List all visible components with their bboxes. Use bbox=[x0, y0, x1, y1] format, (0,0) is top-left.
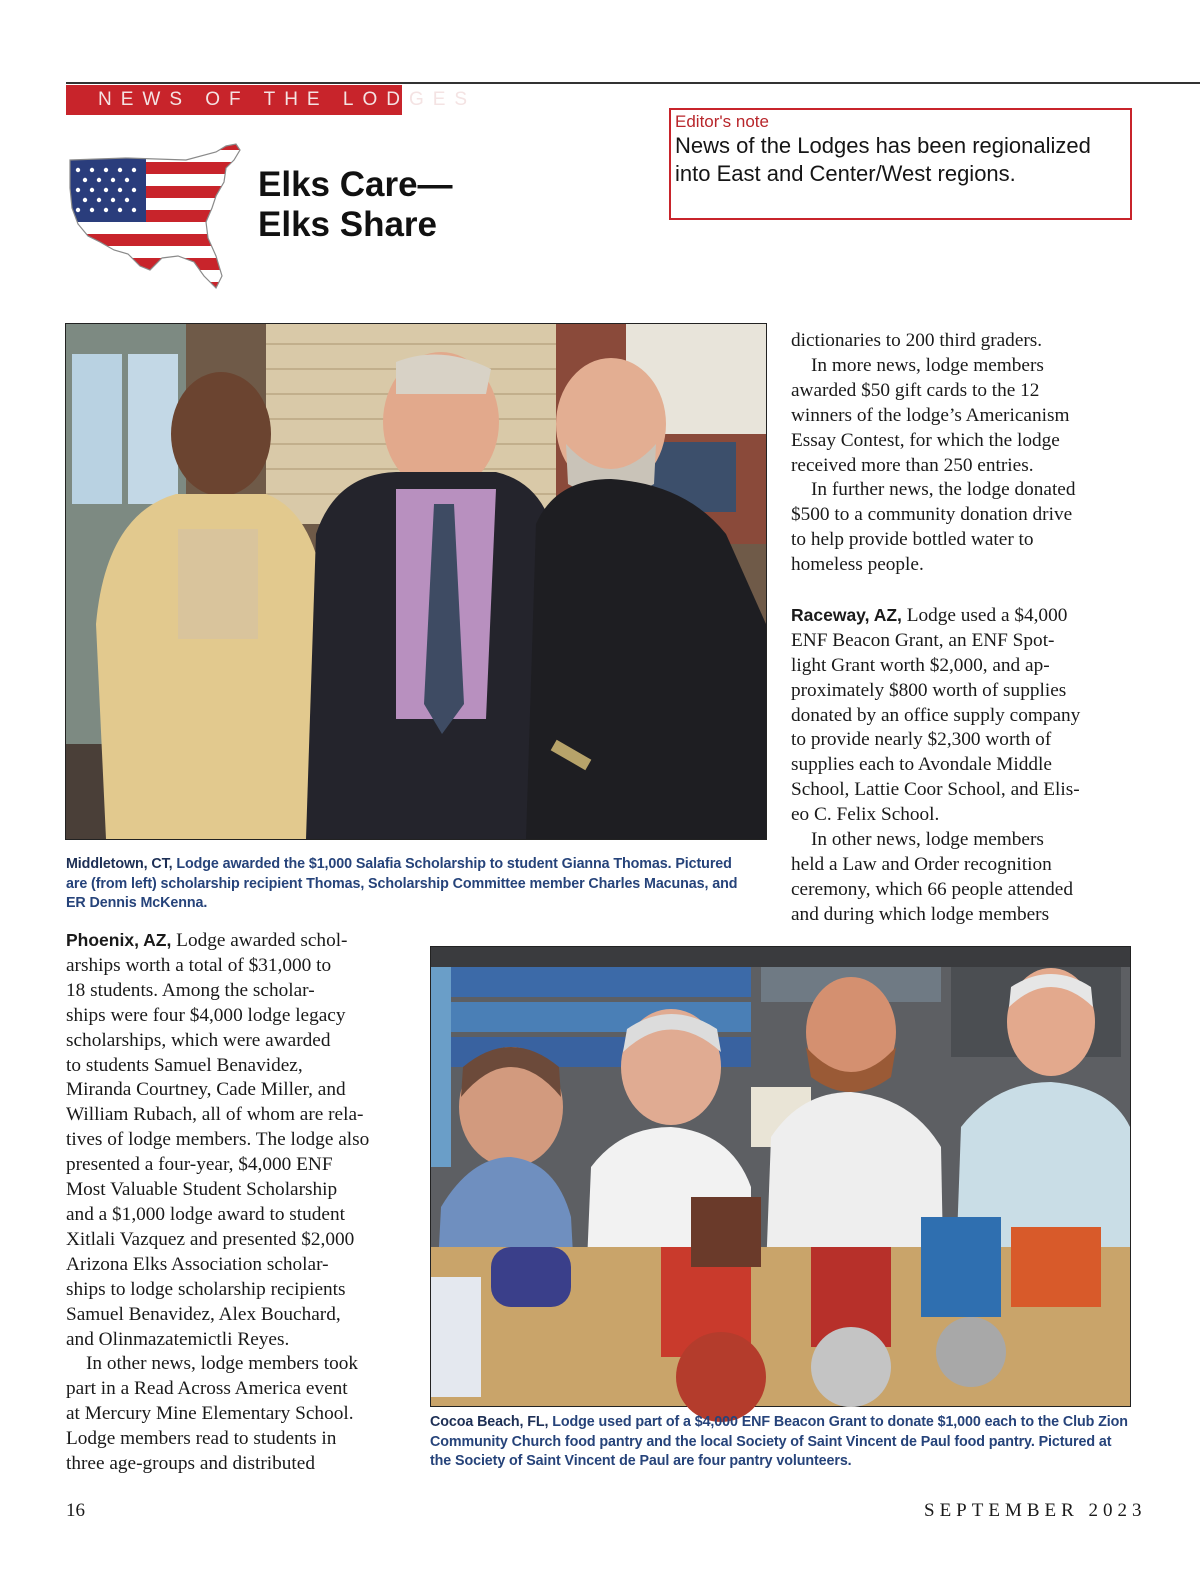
editors-note-box bbox=[669, 108, 1132, 220]
caption-place-cocoa-beach: Cocoa Beach, FL, bbox=[430, 1414, 549, 1430]
headline-line-2: Elks Share bbox=[258, 205, 437, 244]
right-p1-line: dictionaries to 200 third graders. bbox=[791, 330, 1043, 351]
left-p1-line: and Olinmazatemictli Reyes. bbox=[66, 1328, 290, 1350]
right-p2-line: received more than 250 entries. bbox=[791, 454, 1034, 476]
caption-place-middletown: Middletown, CT, bbox=[66, 856, 173, 872]
right-p4-line: donated by an office supply company bbox=[791, 704, 1081, 726]
left-p1-line: scholarships, which were awarded bbox=[66, 1029, 331, 1051]
left-p1-line: arships worth a total of $31,000 to bbox=[66, 954, 332, 976]
caption-text-middletown: Lodge awarded the $1,000 Salafia Scholarship to student Gianna Thomas. Pictured are (from left) scholarship recipient Thomas, Scholarship Committee member Charles Macunas, and ER Dennis McKenna. bbox=[66, 856, 738, 911]
issue-date: SEPTEMBER 2023 bbox=[924, 1500, 1147, 1521]
right-p4-first-line bbox=[791, 603, 1141, 629]
left-p1-line: tives of lodge members. The lodge also bbox=[66, 1129, 370, 1151]
page-number: 16 bbox=[66, 1500, 85, 1521]
left-p1-line: William Rubach, all of whom are rela- bbox=[66, 1104, 364, 1126]
left-p1-line: and a $1,000 lodge award to student bbox=[66, 1203, 345, 1225]
left-p1-line: Xitlali Vazquez and presented $2,000 bbox=[66, 1228, 355, 1250]
photo-three-people-icon bbox=[66, 324, 766, 839]
left-p1-first-line bbox=[66, 928, 416, 954]
right-column bbox=[791, 329, 1141, 928]
us-flag-map-icon bbox=[66, 138, 244, 290]
left-p1-line: 18 students. Among the scholar- bbox=[66, 979, 315, 1001]
lodge-name-raceway: Raceway, AZ, bbox=[791, 604, 902, 625]
left-p1-line: Miranda Courtney, Cade Miller, and bbox=[66, 1079, 346, 1101]
right-p2-line: In more news, lodge members bbox=[811, 354, 1044, 376]
left-p1-line: ships to lodge scholarship recipients bbox=[66, 1278, 346, 1300]
caption-middletown bbox=[66, 855, 756, 914]
left-p1-line: Most Valuable Student Scholarship bbox=[66, 1179, 338, 1201]
left-p2-line: three age-groups and distributed bbox=[66, 1453, 315, 1475]
right-p2-line: awarded $50 gift cards to the 12 bbox=[791, 379, 1040, 401]
photo-food-pantry-icon bbox=[431, 947, 1130, 1406]
right-p4-line: eo C. Felix School. bbox=[791, 804, 940, 826]
right-p4-line: School, Lattie Coor School, and Elis- bbox=[791, 779, 1080, 801]
right-p3-line: homeless people. bbox=[791, 554, 924, 576]
left-p1-line: ships were four $4,000 lodge legacy bbox=[66, 1004, 346, 1026]
editors-note-label: Editor's note bbox=[675, 112, 769, 131]
photo-cocoa-beach bbox=[430, 946, 1131, 1407]
right-p5-line: In other news, lodge members bbox=[811, 829, 1044, 851]
left-p1-line: Samuel Benavidez, Alex Bouchard, bbox=[66, 1303, 341, 1325]
right-p3-line: $500 to a community donation drive bbox=[791, 504, 1073, 526]
right-p4-line: light Grant worth $2,000, and ap- bbox=[791, 654, 1050, 676]
section-banner: NEWS OF THE LODGES bbox=[66, 85, 402, 115]
right-p4-line: supplies each to Avondale Middle bbox=[791, 754, 1052, 776]
headline-line-1: Elks Care— bbox=[258, 165, 453, 204]
lodge-name-phoenix: Phoenix, AZ, bbox=[66, 930, 172, 950]
right-p2-line: Essay Contest, for which the lodge bbox=[791, 429, 1060, 451]
right-p3-line: to help provide bottled water to bbox=[791, 529, 1034, 551]
caption-text-cocoa-beach: Lodge used part of a $4,000 ENF Beacon Grant to donate $1,000 each to the Club Zion Community Church food pantry and the local Society of Saint Vincent de Paul food pantry. Pictured at the Society of Saint Vincent de Paul are four pantry volunteers. bbox=[430, 1414, 1128, 1469]
left-p2-line: at Mercury Mine Elementary School. bbox=[66, 1403, 354, 1425]
left-p1-line: Lodge awarded schol- bbox=[171, 930, 348, 951]
right-p4-line: proximately $800 worth of supplies bbox=[791, 679, 1067, 701]
left-p2-line: part in a Read Across America event bbox=[66, 1378, 348, 1400]
right-p4-line: to provide nearly $2,300 worth of bbox=[791, 729, 1052, 751]
left-p2-line: In other news, lodge members took bbox=[86, 1353, 359, 1375]
right-p4-line: Lodge used a $4,000 bbox=[901, 604, 1068, 626]
left-p1-line: Arizona Elks Association scholar- bbox=[66, 1253, 329, 1275]
top-rule bbox=[66, 82, 1200, 84]
editors-note-text: News of the Lodges has been regionalized into East and Center/West regions. bbox=[675, 133, 1091, 186]
left-p1-line: to students Samuel Benavidez, bbox=[66, 1054, 303, 1076]
photo-middletown bbox=[65, 323, 767, 840]
caption-cocoa-beach bbox=[430, 1413, 1135, 1472]
right-p2-line: winners of the lodge’s Americanism bbox=[791, 404, 1070, 426]
right-p5-line: and during which lodge members bbox=[791, 903, 1050, 925]
left-p2-line: Lodge members read to students in bbox=[66, 1428, 337, 1450]
headline bbox=[258, 165, 618, 245]
right-p3-line: In further news, the lodge donated bbox=[811, 479, 1076, 501]
left-column bbox=[66, 928, 416, 1477]
left-p1-line: presented a four-year, $4,000 ENF bbox=[66, 1154, 333, 1176]
right-p5-line: held a Law and Order recognition bbox=[791, 854, 1052, 876]
right-p5-line: ceremony, which 66 people attended bbox=[791, 878, 1073, 900]
right-p4-line: ENF Beacon Grant, an ENF Spot- bbox=[791, 629, 1055, 651]
